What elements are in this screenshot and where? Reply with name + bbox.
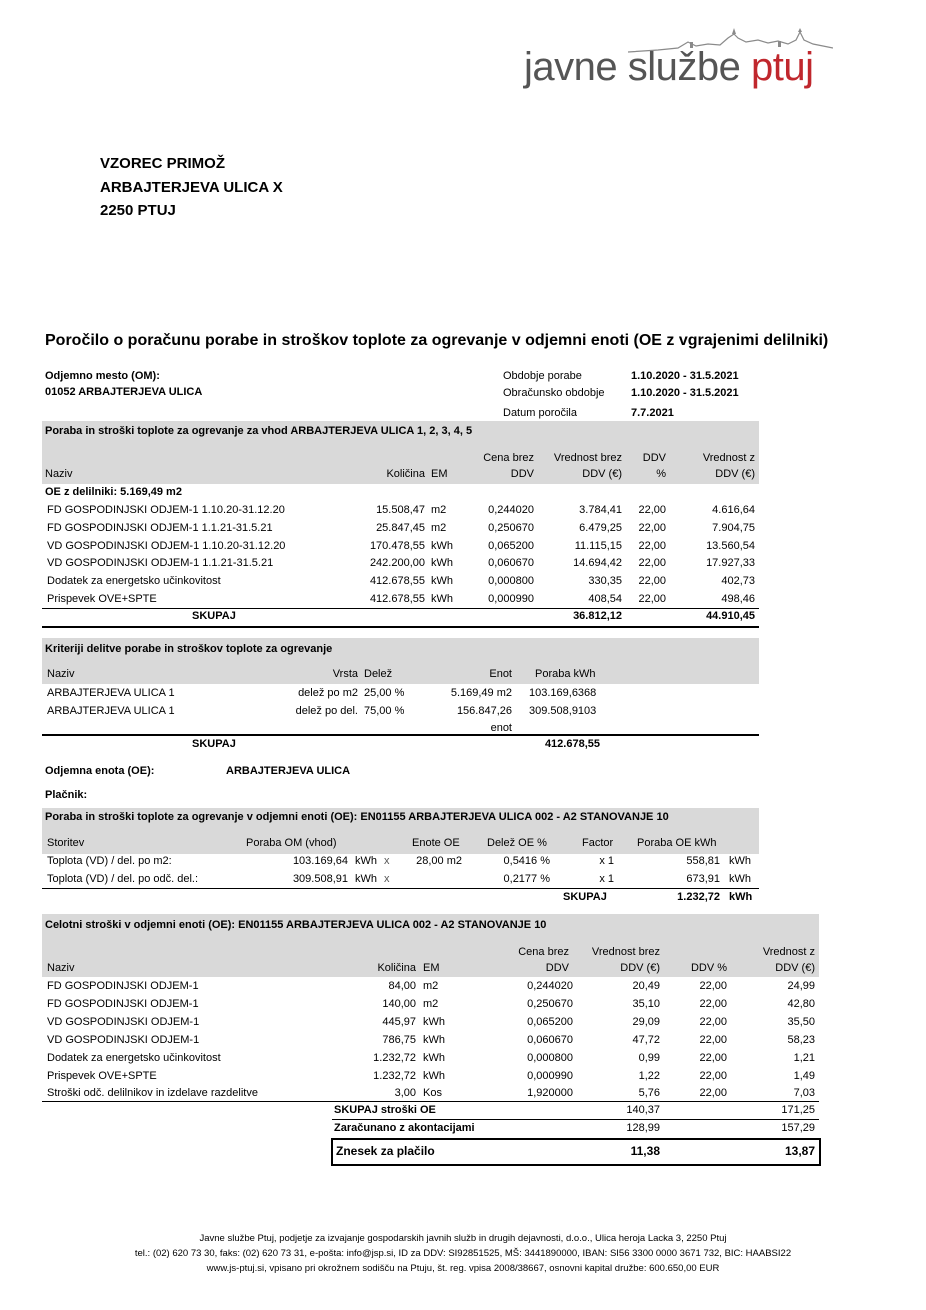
row-vrb: 29,09 [632,1015,660,1028]
row-kolicina: 3,00 [394,1087,416,1100]
row-em: kWh [431,575,453,588]
section-oe-poraba-total-label: SKUPAJ [563,891,607,903]
row-em: m2 [431,521,447,534]
row-cena: 0,000800 [488,575,534,588]
section-vhod-total-vrb: 36.812,12 [573,610,622,622]
col-cena-2: DDV [510,468,534,480]
znesek-vrz: 13,87 [784,1144,815,1158]
row-ddv: 22,00 [638,557,666,570]
col-storitev: Storitev [47,837,85,849]
row-naziv: FD GOSPODINJSKI ODJEM-1 [47,997,199,1010]
col-naziv: Naziv [47,668,75,680]
row-kolicina: 25.847,45 [376,521,425,534]
row-vrb: 6.479,25 [579,521,622,534]
col-vrb-2: DDV (€) [620,962,660,974]
row-kolicina: 84,00 [388,980,416,992]
obracun-label: Obračunsko obdobje [503,387,605,399]
row-cena: 0,000990 [527,1069,573,1082]
row-unit: kWh [355,855,377,867]
row-multiply: x [384,873,390,885]
row-factor: x 1 [599,855,614,867]
row-em: kWh [431,539,453,552]
row-kolicina: 1.232,72 [373,1069,416,1082]
col-enote-oe: Enote OE [412,837,460,849]
logo-text-main: javne službe [524,45,751,89]
col-cena-1: Cena brez [483,452,534,464]
col-poraba-oe: Poraba OE kWh [637,837,717,849]
row-kolicina: 242.200,00 [369,557,425,570]
report-title: Poročilo o poračunu porabe in stroškov toplote za ogrevanje v odjemni enoti (OE z vgrajenimi delilniki) [45,332,829,349]
row-ddv: 22,00 [699,980,727,992]
row-vrb: 35,10 [632,997,660,1010]
row-ddv: 22,00 [699,1033,727,1046]
skupaj-stroski-label: SKUPAJ stroški OE [334,1104,436,1116]
row-vrz: 402,73 [721,575,755,588]
row-kolicina: 140,00 [382,997,416,1010]
skupaj-stroski-vrz: 171,25 [781,1104,815,1116]
row-naziv: Prispevek OVE+SPTE [47,593,157,605]
row-enot: 5.169,49 m2 [450,687,512,699]
col-cena-2: DDV [545,962,569,974]
row-naziv: ARBAJTERJEVA ULICA 1 [47,687,175,699]
row-naziv: FD GOSPODINJSKI ODJEM-1 [47,980,199,992]
row-naziv: Dodatek za energetsko učinkovitost [47,1051,221,1064]
row-multiply: x [384,855,390,867]
row-naziv: Stroški odč. delilnikov in izdelave razdelitve [47,1087,258,1100]
row-ddv: 22,00 [638,521,666,534]
row-poraba-om: 309.508,91 [292,873,348,885]
row-unit: kWh [729,873,751,885]
footer-line-1: Javne službe Ptuj, podjetje za izvajanje gospodarskih javnih služb in drugih dejavnosti, d.o.o., Ulica heroja Lacka 3, 2250 Ptuj [199,1233,727,1244]
section-kriteriji-total-label: SKUPAJ [192,738,236,750]
row-cena: 0,060670 [488,557,534,570]
row-vrb: 1,22 [638,1069,660,1082]
row-vrsta: delež po m2 [298,687,358,699]
row-naziv: VD GOSPODINJSKI ODJEM-1 [47,1015,200,1028]
row-storitev: Toplota (VD) / del. po m2: [47,855,172,867]
oe-value: ARBAJTERJEVA ULICA [226,765,351,777]
row-enote-oe: 28,00 m2 [416,855,462,867]
row-vrz: 58,23 [787,1033,815,1046]
row-cena: 0,244020 [527,980,573,992]
row-cena: 0,065200 [527,1015,573,1028]
row-enot-unit: enot [490,722,512,734]
row-cena: 0,250670 [488,521,534,534]
row-naziv: Prispevek OVE+SPTE [47,1069,157,1082]
row-kolicina: 170.478,55 [369,539,425,552]
row-em: kWh [423,1069,445,1082]
row-poraba-oe: 558,81 [686,855,720,867]
section-kriteriji-total-value: 412.678,55 [544,738,600,750]
row-vrz: 42,80 [787,997,815,1010]
datum-value: 7.7.2021 [631,407,674,419]
row-em: kWh [423,1015,445,1028]
datum-label: Datum poročila [503,407,577,419]
row-vrz: 498,46 [721,593,755,605]
col-vrz-2: DDV (€) [775,962,815,974]
row-ddv: 22,00 [699,1069,727,1082]
om-value: 01052 ARBAJTERJEVA ULICA [45,386,203,398]
znesek-vrb: 11,38 [630,1144,660,1158]
row-poraba: 103.169,6368 [529,687,597,699]
row-vrz: 4.616,64 [712,504,755,516]
row-kolicina: 786,75 [382,1033,416,1046]
row-cena: 0,000800 [527,1051,573,1064]
col-factor: Factor [582,837,614,849]
row-ddv: 22,00 [638,504,666,516]
row-kolicina: 15.508,47 [376,504,425,516]
col-kolicina: Količina [386,468,425,480]
row-vrb: 11.115,15 [574,539,622,552]
row-kolicina: 445,97 [382,1015,416,1028]
row-delez: 75,00 % [364,705,405,717]
col-vrsta: Vrsta [332,668,358,680]
row-ddv: 22,00 [699,997,727,1010]
row-ddv: 22,00 [638,575,666,588]
col-ddv: DDV % [690,962,727,974]
col-ddv-1: DDV [642,452,666,464]
row-em: m2 [431,504,447,516]
row-vrb: 330,35 [588,575,622,588]
row-poraba: 309.508,9103 [529,705,597,717]
row-ddv: 22,00 [699,1051,727,1064]
znesek-label: Znesek za plačilo [336,1144,435,1158]
row-vrb: 408,54 [588,593,622,605]
row-em: kWh [423,1051,445,1064]
row-vrz: 35,50 [787,1015,815,1028]
row-cena: 0,250670 [527,997,573,1010]
col-naziv: Naziv [45,468,73,480]
row-em: kWh [431,557,453,570]
col-ddv-2: % [656,468,666,480]
akontacije-vrz: 157,29 [781,1122,815,1134]
obdobje-label: Obdobje porabe [503,370,582,382]
akontacije-label: Zaračunano z akontacijami [334,1122,475,1134]
om-label: Odjemno mesto (OM): [45,370,160,382]
oe-label: Odjemna enota (OE): [45,765,155,777]
row-vrb: 14.694,42 [573,557,622,570]
row-factor: x 1 [599,873,614,885]
row-kolicina: 412.678,55 [369,593,425,605]
row-cena: 0,065200 [488,539,534,552]
row-poraba-oe: 673,91 [686,873,720,885]
row-delez-oe: 0,2177 % [503,873,550,885]
row-vrz: 13.560,54 [706,539,755,552]
akontacije-vrb: 128,99 [626,1122,660,1134]
row-naziv: FD GOSPODINJSKI ODJEM-1 1.10.20-31.12.20 [47,504,285,516]
col-vrb-2: DDV (€) [582,468,622,480]
row-ddv: 22,00 [699,1015,727,1028]
recipient-name: VZOREC PRIMOŽ [100,155,226,172]
section-kriteriji-title: Kriteriji delitve porabe in stroškov toplote za ogrevanje [45,643,333,655]
col-poraba: Poraba kWh [535,668,596,680]
recipient-street: ARBAJTERJEVA ULICA X [100,179,283,196]
row-poraba-om: 103.169,64 [292,855,348,867]
row-naziv: FD GOSPODINJSKI ODJEM-1 1.1.21-31.5.21 [47,521,273,534]
recipient-city: 2250 PTUJ [100,202,176,219]
section-oe-poraba-total-value: 1.232,72 [677,891,720,903]
section-vhod-total-vrz: 44.910,45 [706,610,755,622]
row-vrz: 17.927,33 [706,557,755,570]
col-cena-1: Cena brez [518,946,569,958]
footer-line-2: tel.: (02) 620 73 30, faks: (02) 620 73 31, e-pošta: info@jsp.si, ID za DDV: SI92851525, MŠ: 3441890000, IBAN: SI56 3300 0000 3671 732, BIC: HAABSI22 [134,1248,792,1259]
row-vrz: 1,49 [793,1069,815,1082]
col-em: EM [423,962,440,974]
col-vrz-1: Vrednost z [702,452,755,464]
row-vrb: 47,72 [632,1033,660,1046]
row-cena: 0,244020 [488,504,534,516]
section-oe-poraba-total-unit: kWh [729,891,753,903]
section-vhod-total-label: SKUPAJ [192,610,236,622]
row-vrb: 0,99 [638,1051,660,1064]
row-vrz: 1,21 [793,1051,815,1064]
row-ddv: 22,00 [638,539,666,552]
row-em: kWh [423,1033,445,1046]
col-delez-oe: Delež OE % [487,837,547,849]
col-enot: Enot [489,668,512,680]
row-cena: 1,920000 [527,1087,573,1100]
row-unit: kWh [729,855,751,867]
obracun-value: 1.10.2020 - 31.5.2021 [631,387,739,399]
row-vrb: 3.784,41 [579,504,622,516]
row-delez-oe: 0,5416 % [503,855,550,867]
col-em: EM [431,468,448,480]
section-vhod-title: Poraba in stroški toplote za ogrevanje za vhod ARBAJTERJEVA ULICA 1, 2, 3, 4, 5 [45,425,473,437]
footer-line-3: www.js-ptuj.si, vpisano pri okrožnem sodišču na Ptuju, št. reg. vpisa 2008/38667, osnovni kapital družbe: 600.650,00 EUR [206,1263,720,1274]
skupaj-stroski-vrb: 140,37 [626,1104,660,1116]
row-vrb: 20,49 [632,980,660,992]
row-vrsta: delež po del. [295,705,358,717]
col-vrb-1: Vrednost brez [591,946,660,958]
col-naziv: Naziv [47,962,75,974]
row-enot: 156.847,26 [456,705,512,717]
row-em: m2 [423,980,439,992]
logo-text-accent: ptuj [750,45,814,89]
row-ddv: 22,00 [638,593,666,605]
row-em: Kos [423,1087,442,1100]
col-kolicina: Količina [377,962,416,974]
row-em: kWh [431,593,453,605]
obdobje-value: 1.10.2020 - 31.5.2021 [631,370,739,382]
col-vrz-1: Vrednost z [762,946,815,958]
row-naziv: ARBAJTERJEVA ULICA 1 [47,705,175,717]
section-oe-stroski-title: Celotni stroški v odjemni enoti (OE): EN01155 ARBAJTERJEVA ULICA 002 - A2 STANOVANJE 10 [45,919,547,931]
row-unit: kWh [355,873,377,885]
row-delez: 25,00 % [364,687,405,699]
row-cena: 0,060670 [527,1033,573,1046]
col-poraba-om: Poraba OM (vhod) [246,837,337,849]
row-kolicina: 1.232,72 [373,1051,416,1064]
row-cena: 0,000990 [488,593,534,605]
row-ddv: 22,00 [699,1087,727,1100]
col-vrb-1: Vrednost brez [553,452,622,464]
row-em: m2 [423,997,439,1010]
row-kolicina: 412.678,55 [369,575,425,588]
row-vrz: 7,03 [793,1087,815,1100]
row-naziv: VD GOSPODINJSKI ODJEM-1 [47,1033,200,1046]
row-naziv: VD GOSPODINJSKI ODJEM-1 1.10.20-31.12.20 [47,539,286,552]
row-vrz: 7.904,75 [712,521,755,534]
col-vrz-2: DDV (€) [715,468,755,480]
row-naziv: VD GOSPODINJSKI ODJEM-1 1.1.21-31.5.21 [47,557,274,570]
section-vhod-subtitle: OE z delilniki: 5.169,49 m2 [45,486,182,498]
section-oe-poraba-title: Poraba in stroški toplote za ogrevanje v odjemni enoti (OE): EN01155 ARBAJTERJEVA ULICA 002 - A2 STANOVANJE 10 [45,811,669,823]
col-delez: Delež [364,668,393,680]
row-vrb: 5,76 [638,1087,660,1100]
row-storitev: Toplota (VD) / del. po odč. del.: [47,873,199,885]
row-naziv: Dodatek za energetsko učinkovitost [47,575,221,588]
row-vrz: 24,99 [787,980,815,992]
placnik-label: Plačnik: [45,789,88,801]
